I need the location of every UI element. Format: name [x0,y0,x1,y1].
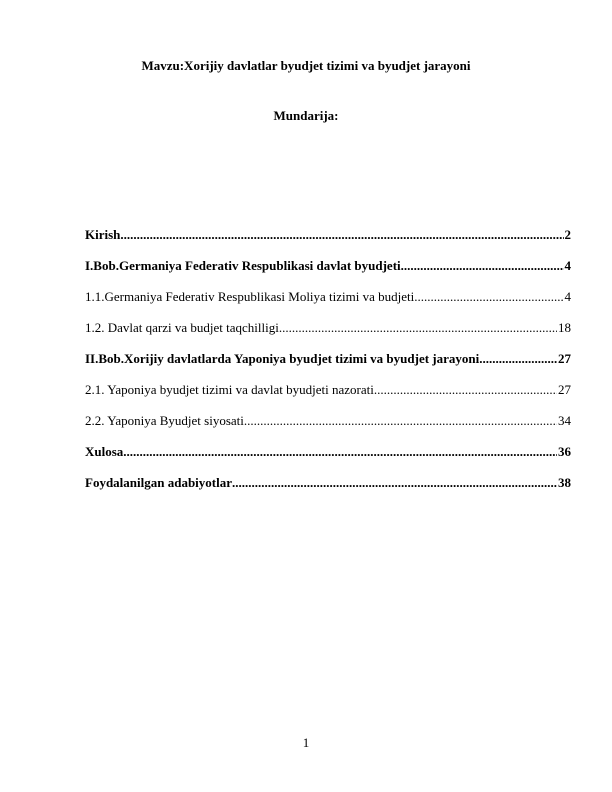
toc-dot-leader [479,351,557,367]
toc-dot-leader [123,444,557,460]
toc-entry-label: 2.2. Yaponiya Byudjet siyosati [85,413,244,428]
toc-entry-label: I.Bob.Germaniya Federativ Respublikasi davlat byudjeti [85,258,401,273]
toc-entry-section-1-2[interactable] [85,320,571,351]
toc-entry-chapter-1[interactable] [85,258,571,289]
toc-dot-leader [374,382,557,398]
toc-dot-leader [120,227,563,243]
toc-entry-introduction[interactable] [85,227,571,258]
toc-entry-label: Xulosa [85,444,124,459]
toc-dot-leader [279,320,557,336]
toc-entry-label: 2.1. Yaponiya byudjet tizimi va davlat byudjeti nazorati [85,382,374,397]
toc-dot-leader [401,258,564,274]
toc-entry-chapter-2[interactable] [85,351,571,382]
toc-entry-page: 27 [558,382,571,397]
page-number: 1 [302,735,310,750]
toc-entry-label: Kirish [85,227,121,242]
toc-entry-page: 4 [564,258,571,273]
document-title: Mavzu:Xorijiy davlatlar byudjet tizimi va byudjet jarayoni [141,58,471,73]
toc-entry-conclusion[interactable] [85,444,571,475]
toc-entry-section-2-1[interactable] [85,382,571,413]
toc-entry-section-1-1[interactable] [85,289,571,320]
toc-entry-page: 4 [564,289,571,304]
toc-entry-page: 36 [558,444,571,459]
toc-dot-leader [414,289,563,305]
toc-entry-label: Foydalanilgan adabiyotlar [85,475,232,490]
toc-dot-leader [244,413,557,429]
toc-entry-label: 1.1.Germaniya Federativ Respublikasi Moliya tizimi va budjeti [85,289,415,304]
table-of-contents-heading: Mundarija: [273,108,339,123]
toc-entry-page: 34 [558,413,571,428]
toc-entry-label: II.Bob.Xorijiy davlatlarda Yaponiya byudjet tizimi va byudjet jarayoni [85,351,480,366]
toc-entry-section-2-2[interactable] [85,413,571,444]
toc-entry-page: 27 [558,351,571,366]
table-of-contents [85,227,571,506]
toc-entry-page: 18 [558,320,571,335]
toc-dot-leader [232,475,557,491]
toc-entry-references[interactable] [85,475,571,506]
toc-entry-page: 38 [558,475,571,490]
toc-entry-page: 2 [564,227,571,242]
toc-entry-label: 1.2. Davlat qarzi va budjet taqchilligi [85,320,279,335]
